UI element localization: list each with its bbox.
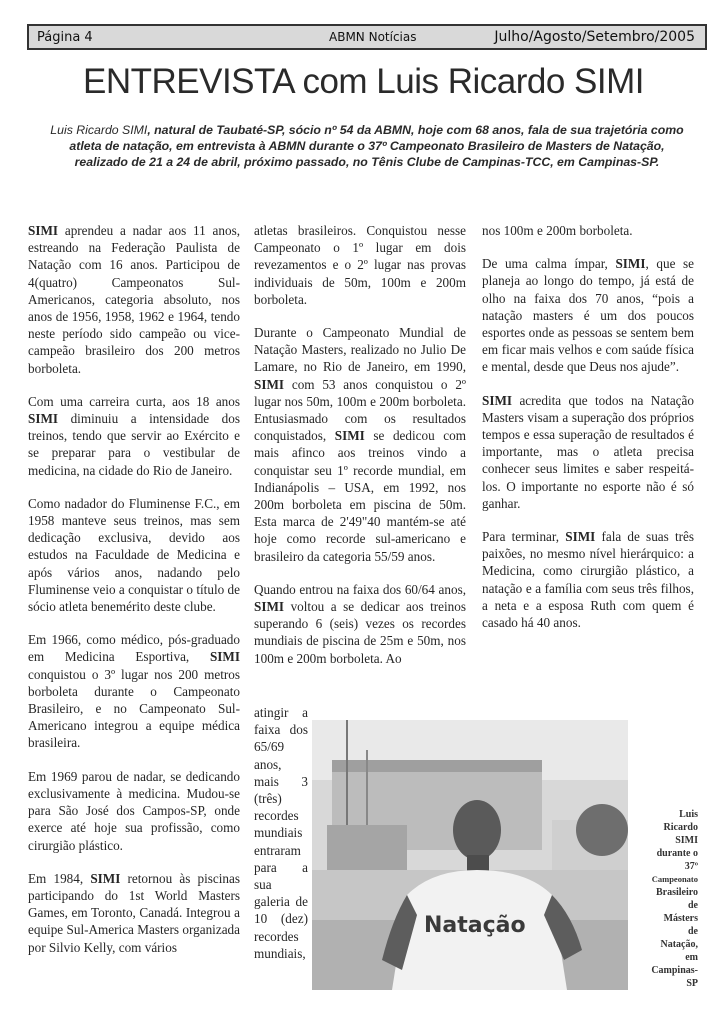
- narrow-line: recordes: [254, 928, 299, 944]
- name-bold: SIMI: [28, 223, 59, 238]
- name-bold: SIMI: [28, 411, 59, 427]
- paragraph: [482, 392, 694, 512]
- page-number: Página 4: [37, 30, 93, 45]
- narrow-line: 65/69: [254, 739, 285, 755]
- column-3: [482, 222, 694, 647]
- narrow-line: mundiais,: [254, 945, 306, 961]
- paragraph-text: acredita que todos na Natação Masters visam a superação dos próprios tempos e essa superação de resultados é importante, mas o atleta precisa conhecer seus limites e saber respeitá-los. O importante no esporte não é só ganhar.: [482, 392, 694, 511]
- narrow-line: 10 (dez): [254, 911, 308, 927]
- narrow-line: galeria de: [254, 894, 308, 910]
- caption-line: Brasileiro: [655, 887, 698, 898]
- name-bold: SIMI: [90, 870, 121, 886]
- name-bold: SIMI: [209, 649, 240, 665]
- article-lead: [42, 122, 692, 170]
- paragraph-text: Em 1966, como médico, pós-graduado em Medicina Esportiva,: [28, 632, 240, 665]
- caption-line: Másters: [663, 913, 698, 924]
- column-2: [254, 222, 466, 667]
- caption-line: em: [685, 952, 698, 963]
- paragraph-text: Para terminar,: [482, 529, 566, 545]
- paragraph: nos 100m e 200m borboleta.: [482, 223, 633, 238]
- paragraph-text: conquistou o 3º lugar nos 200 metros borboleta durante o Campeonato Brasileiro, e no Campeonato Sul-Americano integrou a equipe médica brasileira.: [28, 666, 240, 751]
- paragraph-text: , que se planeja ao longo do tempo, já está de olho na faixa dos 70 anos, “pois a natação masters é um dos poucos esportes onde as pessoas se sentem bem em ficar mais velhos e com saúde física e mental, desde que Deus nos ajude”.: [482, 256, 695, 375]
- paragraph: Como nadador do Fluminense F.C., em 1958 manteve seus treinos, mas sem dedicação exclusiva, devido aos estudos na Faculdade de Medicina e após vários anos, nadando pelo Fluminense veio a conquistar o título de sócio atleta benemérito deste clube.: [28, 495, 240, 615]
- narrow-line: (três): [254, 791, 282, 807]
- paragraph-text: com 53 anos conquistou o 2º lugar nos 50m, 100m e 200m borboleta. Entusiasmado com os resultados conquistados,: [254, 376, 466, 444]
- paragraph-text: Com uma carreira curta, aos 18 anos: [28, 393, 240, 409]
- column-1: [28, 222, 240, 972]
- paragraph-text: retornou às piscinas participando do 1st World Masters Games, em Toronto, Canadá. Integrou a equipe Sul-America Masters organizada por Silvio Kelly, com vários: [28, 870, 240, 955]
- paragraph: [28, 870, 240, 956]
- paragraph-text: diminuiu a intensidade dos treinos, tendo que servir ao Exército e se preparar para o vestibular de medicina, na cidade do Rio de Janeiro.: [28, 411, 240, 478]
- caption-line: de: [688, 900, 698, 911]
- paragraph: Em 1969 parou de nadar, se dedicando exclusivamente à medicina. Mudou-se para São José dos Campos-SP, onde exerce até hoje sua profissão, como cirurgião plástico.: [28, 768, 240, 853]
- narrow-line: mundiais: [254, 825, 303, 841]
- paragraph: [254, 581, 466, 667]
- narrow-line: mais 3: [254, 773, 308, 789]
- paragraph-text: Quando entrou na faixa dos 60/64 anos,: [254, 581, 466, 597]
- name-bold: SIMI: [334, 428, 365, 444]
- name-bold: SIMI: [615, 256, 646, 272]
- paragraph-text: aprendeu a nadar aos 11 anos, estreando na Federação Paulista de Natação com 16 anos. Participou de 4(quatro) Campeonatos Sul-Americanos, categoria absoluto, nos anos de 1956, 1958, 1962 e 1964, tendo neste período sido campeão ou vice-campeão brasileiro dos 200 metros borboleta.: [28, 223, 240, 376]
- caption-line: de: [688, 926, 698, 937]
- lead-name: Luis Ricardo SIMI: [50, 123, 148, 137]
- caption-line: 37º: [684, 861, 698, 872]
- name-bold: SIMI: [254, 599, 285, 615]
- caption-line: SIMI: [675, 835, 698, 846]
- publication-name: ABMN Notícias: [329, 30, 417, 44]
- lead-text: , natural de Taubaté-SP, sócio nº 54 da ABMN, hoje com 68 anos, fala de sua trajetória como atleta de natação, em entrevista à ABMN durante o 37º Campeonato Brasileiro de Masters de Natação, realizado de 21 a 24 de abril, próximo passado, no Tênis Clube de Campinas-TCC, em Campinas-SP.: [69, 123, 684, 169]
- paragraph: atletas brasileiros. Conquistou nesse Campeonato o 1º lugar em dois revezamentos e o 2º lugar nas provas individuais de 50m, 100m e 200m borboleta.: [254, 223, 466, 307]
- paragraph: [28, 393, 240, 479]
- paragraph: [482, 528, 694, 631]
- page-header: [27, 24, 707, 50]
- caption-line: Ricardo: [663, 822, 698, 833]
- shirt-text: Natação: [424, 913, 526, 938]
- narrow-text-column: [254, 704, 308, 962]
- narrow-line: anos,: [254, 756, 282, 772]
- caption-line: Luis: [679, 809, 698, 820]
- narrow-line: entraram: [254, 842, 301, 858]
- narrow-line: faixa dos: [254, 722, 308, 738]
- narrow-line: sua: [254, 877, 272, 893]
- name-bold: SIMI: [565, 529, 596, 545]
- caption-line: SP: [686, 978, 698, 989]
- paragraph-text: Em 1984,: [28, 870, 91, 886]
- paragraph-text: fala de suas três paixões, no mesmo nível hierárquico: a Medicina, como cirurgião plástico, a natação e a família com seus três filhos, a neta e a esposa Ruth com quem é casado há 40 anos.: [482, 529, 694, 631]
- paragraph-text: Durante o Campeonato Mundial de Natação Masters, realizado no Julio De Lamare, no Rio de Janeiro, em 1990,: [254, 325, 466, 375]
- paragraph: [254, 324, 466, 565]
- photo-illustration: [312, 720, 628, 990]
- paragraph-text: se dedicou com mais afinco aos treinos vindo a conquistar seu 1º recorde mundial, em Indianápolis – USA, em 1992, nos 200m borboleta em piscina de 50m. Esta marca de 2'49"40 mantém-se até hoje como recorde sul-americano e brasileiro da categoria 55/59 anos.: [254, 428, 466, 564]
- caption-line: Natação,: [660, 939, 698, 950]
- narrow-line: para a: [254, 859, 308, 875]
- name-bold: SIMI: [482, 392, 513, 408]
- caption-line: Campinas-: [651, 965, 698, 976]
- narrow-line: atingir a: [254, 705, 308, 720]
- paragraph-text: De uma calma ímpar,: [482, 256, 616, 272]
- article-title: ENTREVISTA com Luis Ricardo SIMI: [82, 62, 644, 101]
- paragraph: [28, 222, 240, 377]
- caption-line: Campeonato: [651, 874, 698, 884]
- swimmer-photo: [312, 720, 628, 990]
- issue-date: Julho/Agosto/Setembro/2005: [494, 29, 695, 45]
- narrow-line: recordes: [254, 808, 299, 824]
- name-bold: SIMI: [254, 376, 285, 392]
- photo-caption: [634, 808, 698, 990]
- paragraph: [482, 255, 694, 375]
- paragraph-text: voltou a se dedicar aos treinos superando 6 (seis) vezes os recordes mundiais de piscina de 25m e 50m, nos 100m e 200m borboleta. Ao: [254, 599, 466, 666]
- paragraph: [28, 631, 240, 751]
- caption-line: durante o: [656, 848, 698, 859]
